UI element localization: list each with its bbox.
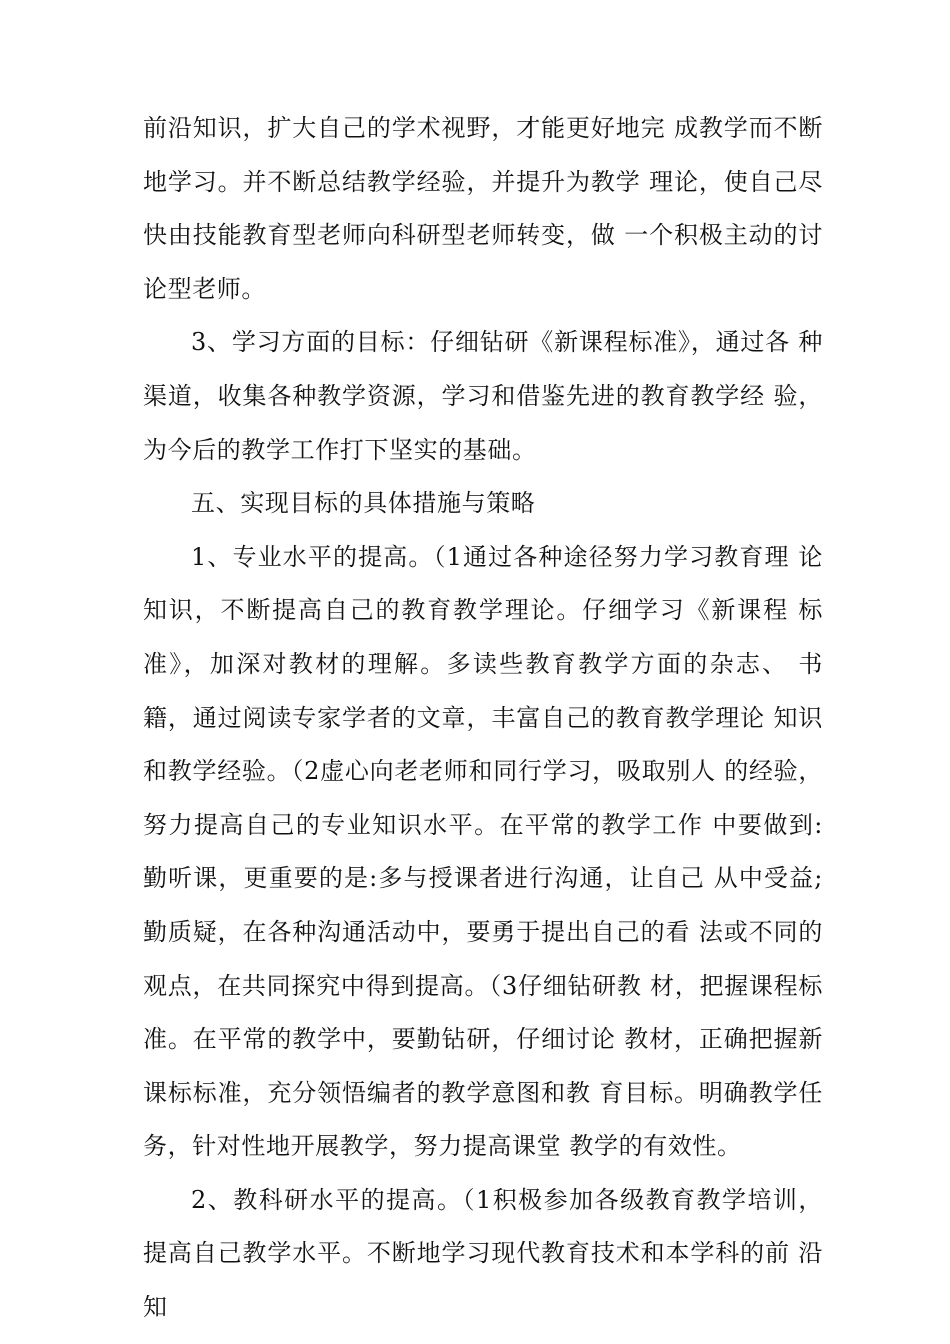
paragraph-learning-goals: 3、学习方面的目标：仔细钻研《新课程标准》，通过各 种渠道，收集各种教学资源，学习和借鉴先进的教育教学经 验，为今后的教学工作打下坚实的基础。 <box>143 328 823 464</box>
document-body <box>143 102 823 1335</box>
paragraph-professional-level: 1、专业水平的提高。（1通过各种途径努力学习教育理 论知识，不断提高自己的教育教学理论。仔细学习《新课程 标准》，加深对教材的理解。多读些教育教学方面的杂志、 书籍，通过阅读专家学者的文章，丰富自己的教育教学理论 知识和教学经验。（2虚心向老老师和同行学习，吸取别人 的经验，努力提高自己的专业知识水平。在平常的教学工作 中要做到:勤听课，更重要的是:多与授课者进行沟通，让自己 从中受益;勤质疑，在各种沟通活动中，要勇于提出自己的看 法或不同的观点，在共同探究中得到提高。（3仔细钻研教 材，把握课程标准。在平常的教学中，要勤钻研，仔细讨论 教材，正确把握新课标标准，充分领悟编者的教学意图和教 育目标。明确教学任务，针对性地开展教学，努力提高课堂 教学的有效性。 <box>143 542 823 1161</box>
section-heading-measures: 五、实现目标的具体措施与策略 <box>191 489 536 518</box>
paragraph-research-level: 2、教科研水平的提高。（1积极参加各级教育教学培训， 提高自己教学水平。不断地学习现代教育技术和本学科的前 沿知 <box>143 1185 823 1322</box>
paragraph-continuation: 前沿知识，扩大自己的学术视野，才能更好地完 成教学而不断地学习。并不断总结教学经验，并提升为教学 理论，使自己尽快由技能教育型老师向科研型老师转变，做 一个积极主动的讨论型老师。 <box>143 114 823 303</box>
